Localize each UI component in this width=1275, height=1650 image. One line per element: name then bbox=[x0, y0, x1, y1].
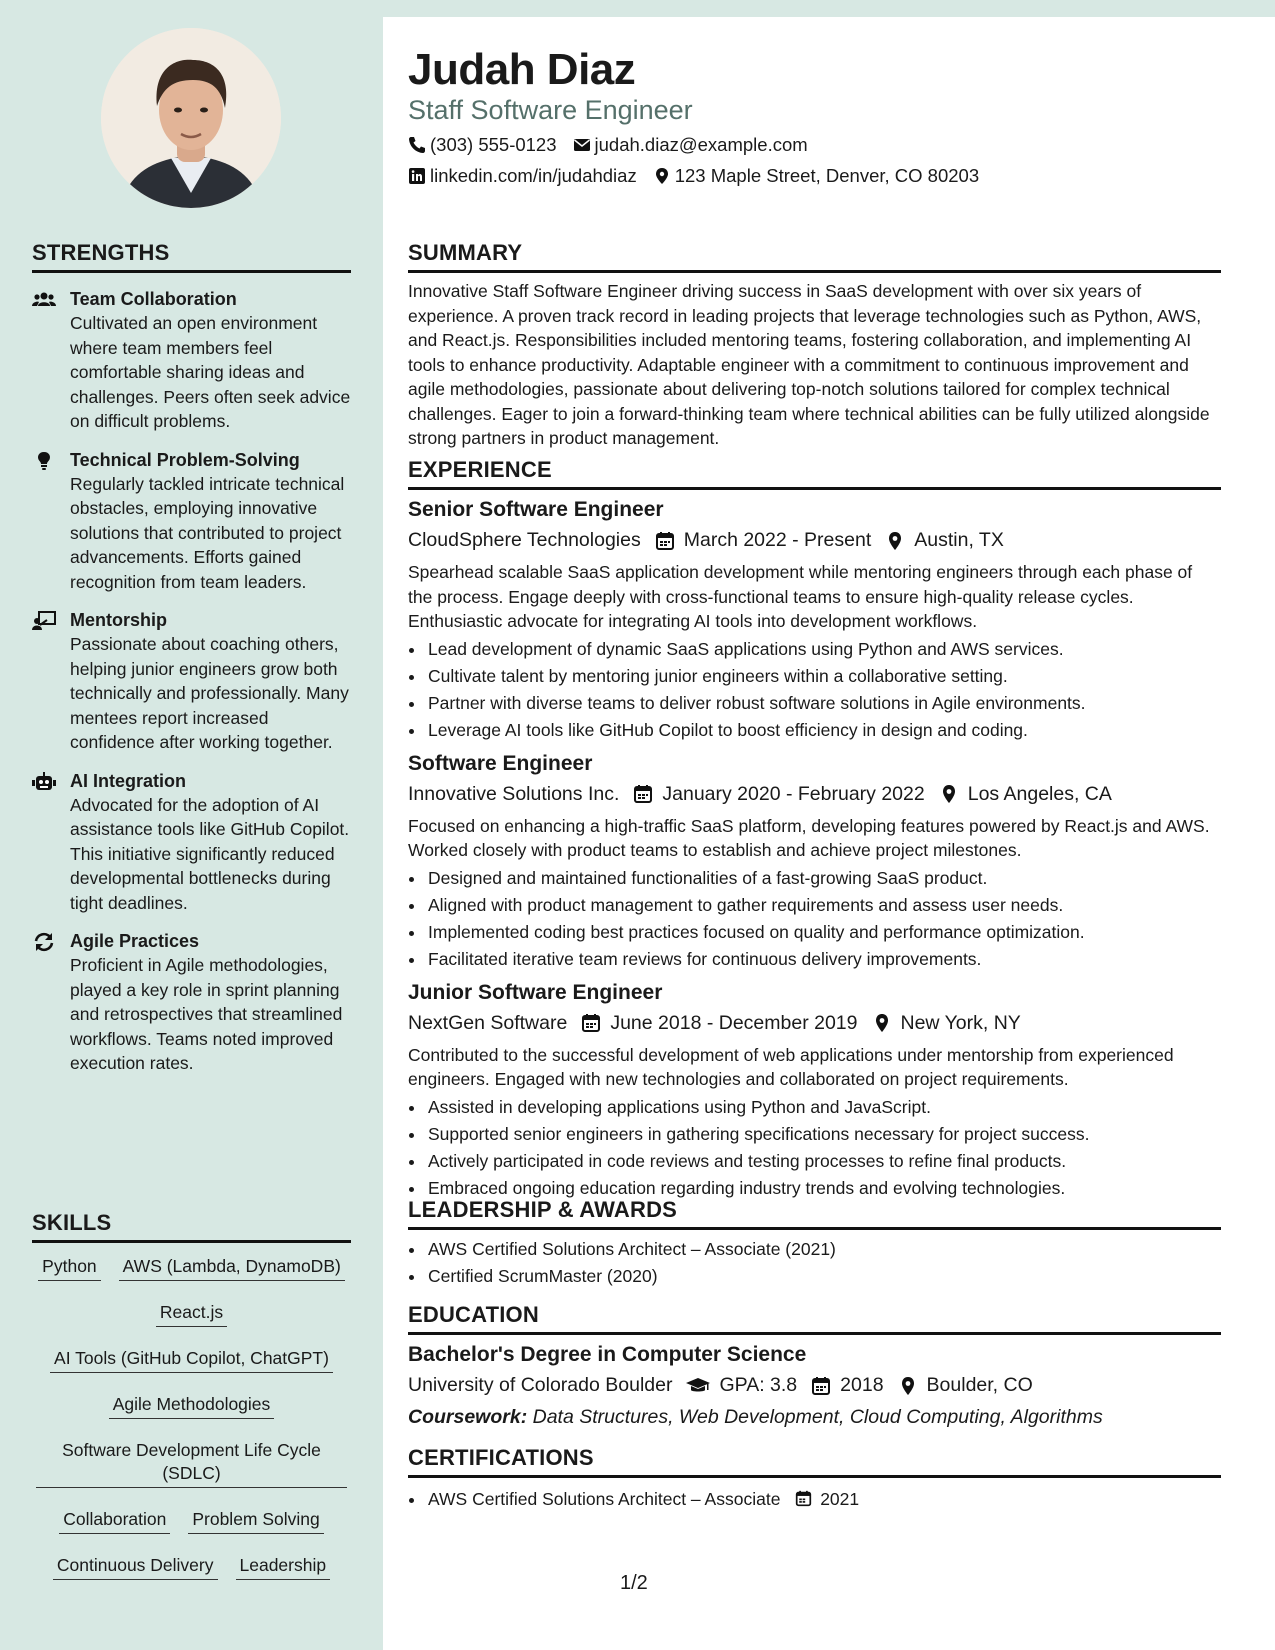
envelope-icon bbox=[573, 136, 591, 154]
summary-heading: SUMMARY bbox=[408, 240, 1221, 273]
job-entry bbox=[408, 981, 1221, 1202]
location-pin-icon bbox=[885, 531, 905, 551]
certifications-heading: CERTIFICATIONS bbox=[408, 1445, 1221, 1478]
calendar-icon bbox=[633, 784, 653, 804]
skill-tag: Problem Solving bbox=[188, 1508, 323, 1534]
skill-tag: AI Tools (GitHub Copilot, ChatGPT) bbox=[50, 1347, 333, 1373]
skill-tag: Continuous Delivery bbox=[53, 1554, 218, 1580]
job-bullets bbox=[408, 1094, 1221, 1202]
job-company: Innovative Solutions Inc. bbox=[408, 782, 620, 805]
gpa-text: GPA: 3.8 bbox=[719, 1374, 798, 1396]
list-item: • Facilitated iterative team reviews for continuous delivery improvements. bbox=[426, 946, 1221, 973]
job-meta bbox=[408, 1012, 1221, 1035]
list-item: • Designed and maintained functionalities of a fast-growing SaaS product. bbox=[426, 865, 1221, 892]
job-description: Spearhead scalable SaaS application development while mentoring engineers through each phase of the process. Engage deeply with cross-functional teams to ensure high-quality release cycles. Enthusiastic advocate for integrating AI tools into development workflows. bbox=[408, 562, 1193, 631]
strength-title: Agile Practices bbox=[70, 931, 200, 951]
candidate-name: Judah Diaz bbox=[408, 45, 636, 94]
job-company: CloudSphere Technologies bbox=[408, 529, 641, 551]
lightbulb-icon bbox=[32, 448, 70, 595]
leadership-list bbox=[408, 1236, 1221, 1290]
job-dates: January 2020 - February 2022 bbox=[662, 782, 925, 805]
degree-title: Bachelor's Degree in Computer Science bbox=[408, 1343, 807, 1366]
sync-icon bbox=[32, 929, 70, 1076]
calendar-icon bbox=[811, 1376, 831, 1396]
list-item: • Supported senior engineers in gathering specifications necessary for project success. bbox=[426, 1121, 1221, 1148]
strength-desc: Proficient in Agile methodologies, played a key role in sprint planning and retrospectives that streamlined workflows. Teams noted improved execution rates. bbox=[70, 955, 343, 1073]
job-title: Senior Software Engineer bbox=[408, 498, 664, 521]
graduation-cap-icon bbox=[686, 1376, 710, 1396]
job-dates: March 2022 - Present bbox=[683, 529, 872, 551]
strength-item bbox=[32, 287, 351, 434]
coursework-list: Data Structures, Web Development, Cloud Computing, Algorithms bbox=[532, 1406, 1103, 1428]
sidebar bbox=[0, 0, 383, 1650]
strength-title: Team Collaboration bbox=[70, 289, 237, 309]
list-item: • AWS Certified Solutions Architect – Associate (2021) bbox=[426, 1236, 1221, 1263]
skills-section bbox=[32, 1210, 351, 1580]
strength-title: Technical Problem-Solving bbox=[70, 449, 300, 470]
job-location: Austin, TX bbox=[914, 529, 1004, 551]
coursework-label: Coursework: bbox=[408, 1406, 528, 1428]
list-item: • Cultivate talent by mentoring junior engineers within a collaborative setting. bbox=[426, 663, 1221, 690]
skill-tag: Python bbox=[38, 1255, 100, 1281]
strength-title: Mentorship bbox=[70, 610, 167, 630]
calendar-icon bbox=[655, 531, 675, 551]
job-bullets bbox=[408, 636, 1221, 744]
contact-row-1 bbox=[408, 134, 808, 156]
strength-desc: Regularly tackled intricate technical obstacles, employing innovative solutions that contributed to project advancements. Efforts gained recognition from team leaders. bbox=[70, 473, 345, 592]
job-description: Focused on enhancing a high-traffic SaaS platform, developing features powered by React.js and AWS. Worked closely with product teams to establish and achieve project milestones. bbox=[408, 815, 1210, 860]
certifications-list bbox=[408, 1486, 1221, 1513]
summary-text: Innovative Staff Software Engineer driving success in SaaS development with over six years of experience. A proven track record in leading projects that leverage technologies such as Python, AWS, and React.js. Responsibilities included mentoring teams, fostering collaboration, and implementing AI tools to enhance productivity. Adaptable engineer with a commitment to continuous improvement and agile methodologies, passionate about delivering top-notch solutions tailored for complex technical challenges. Eager to join a forward-thinking team where technical abilities can be fully utilized alongside strong partners in product management. bbox=[408, 281, 1210, 448]
location-pin-icon bbox=[939, 784, 959, 804]
main-content bbox=[383, 17, 1275, 1650]
skill-tag: React.js bbox=[156, 1301, 227, 1327]
location-pin-icon bbox=[872, 1013, 892, 1033]
list-item bbox=[426, 1486, 1221, 1513]
job-entry bbox=[408, 498, 1221, 744]
address-text: 123 Maple Street, Denver, CO 80203 bbox=[674, 165, 980, 186]
list-item: • Partner with diverse teams to deliver robust software solutions in Agile environments. bbox=[426, 690, 1221, 717]
job-meta bbox=[408, 529, 1221, 552]
candidate-role: Staff Software Engineer bbox=[408, 95, 693, 125]
leadership-heading: LEADERSHIP & AWARDS bbox=[408, 1197, 1221, 1230]
strength-desc: Advocated for the adoption of AI assistance tools like GitHub Copilot. This initiative significantly reduced developmental bottlenecks during tight deadlines. bbox=[70, 794, 350, 913]
education-heading: EDUCATION bbox=[408, 1302, 1221, 1335]
school-name: University of Colorado Boulder bbox=[408, 1374, 673, 1396]
robot-icon bbox=[32, 769, 70, 916]
strengths-heading: STRENGTHS bbox=[32, 240, 351, 273]
list-item: • Certified ScrumMaster (2020) bbox=[426, 1263, 1221, 1290]
certifications-section bbox=[408, 1445, 1221, 1513]
job-bullets bbox=[408, 865, 1221, 973]
list-item: • Actively participated in code reviews and testing processes to refine final products. bbox=[426, 1148, 1221, 1175]
list-item: • Leverage AI tools like GitHub Copilot to boost efficiency in design and coding. bbox=[426, 717, 1221, 744]
avatar bbox=[101, 28, 281, 208]
calendar-icon bbox=[795, 1490, 812, 1507]
job-title: Software Engineer bbox=[408, 751, 593, 775]
strength-item bbox=[32, 929, 351, 1076]
job-title: Junior Software Engineer bbox=[408, 980, 663, 1004]
strength-item bbox=[32, 769, 351, 916]
skill-tag: Collaboration bbox=[59, 1508, 170, 1534]
certification-year: 2021 bbox=[820, 1489, 860, 1509]
job-location: New York, NY bbox=[900, 1011, 1021, 1034]
skill-tag: Leadership bbox=[236, 1554, 331, 1580]
skill-tag: AWS (Lambda, DynamoDB) bbox=[119, 1255, 345, 1281]
education-section bbox=[408, 1302, 1221, 1429]
job-description: Contributed to the successful development of web applications under mentorship from experienced engineers. Engaged with new technologies and collaborated on project requirements. bbox=[408, 1044, 1174, 1089]
strength-desc: Passionate about coaching others, helping junior engineers grow both technically and professionally. Many mentees report increased confidence after working together. bbox=[70, 634, 349, 752]
calendar-icon bbox=[581, 1013, 601, 1033]
job-dates: June 2018 - December 2019 bbox=[610, 1011, 858, 1034]
education-meta bbox=[408, 1374, 1221, 1397]
skill-tag: Software Development Life Cycle (SDLC) bbox=[36, 1439, 347, 1488]
summary-section bbox=[408, 240, 1221, 451]
users-icon bbox=[32, 287, 70, 434]
list-item: • Aligned with product management to gather requirements and assess user needs. bbox=[426, 892, 1221, 919]
email-text: judah.diaz@example.com bbox=[594, 134, 808, 155]
school-location: Boulder, CO bbox=[926, 1374, 1033, 1396]
strength-item bbox=[32, 608, 351, 755]
linkedin-text: linkedin.com/in/judahdiaz bbox=[430, 165, 637, 186]
strengths-section bbox=[32, 240, 351, 1076]
job-entry bbox=[408, 752, 1221, 973]
location-pin-icon bbox=[898, 1376, 918, 1396]
list-item: • Embraced ongoing education regarding industry trends and evolving technologies. bbox=[426, 1175, 1221, 1202]
experience-section bbox=[408, 457, 1221, 1202]
phone-text: (303) 555-0123 bbox=[430, 134, 557, 155]
strength-desc: Cultivated an open environment where team members feel comfortable sharing ideas and challenges. Peers often seek advice on difficult problems. bbox=[70, 313, 351, 431]
skill-tag: Agile Methodologies bbox=[109, 1393, 275, 1419]
linkedin-icon bbox=[408, 167, 426, 185]
job-company: NextGen Software bbox=[408, 1011, 568, 1034]
job-location: Los Angeles, CA bbox=[967, 782, 1112, 805]
coursework-line bbox=[408, 1406, 1221, 1429]
list-item: • Assisted in developing applications using Python and JavaScript. bbox=[426, 1094, 1221, 1121]
strength-item bbox=[32, 448, 351, 595]
experience-heading: EXPERIENCE bbox=[408, 457, 1221, 490]
leadership-section bbox=[408, 1197, 1221, 1290]
chalkboard-teacher-icon bbox=[32, 608, 70, 755]
list-item: • Lead development of dynamic SaaS applications using Python and AWS services. bbox=[426, 636, 1221, 663]
contact-row-2 bbox=[408, 165, 979, 187]
phone-icon bbox=[408, 136, 426, 154]
location-pin-icon bbox=[653, 167, 671, 185]
page-indicator: 1/2 bbox=[620, 1572, 648, 1594]
job-meta bbox=[408, 783, 1221, 806]
graduation-year: 2018 bbox=[840, 1374, 884, 1396]
skills-heading: SKILLS bbox=[32, 1210, 351, 1243]
strength-title: AI Integration bbox=[70, 770, 186, 791]
list-item: • Implemented coding best practices focused on quality and performance optimization. bbox=[426, 919, 1221, 946]
certification-name: AWS Certified Solutions Architect – Associate bbox=[428, 1489, 781, 1509]
